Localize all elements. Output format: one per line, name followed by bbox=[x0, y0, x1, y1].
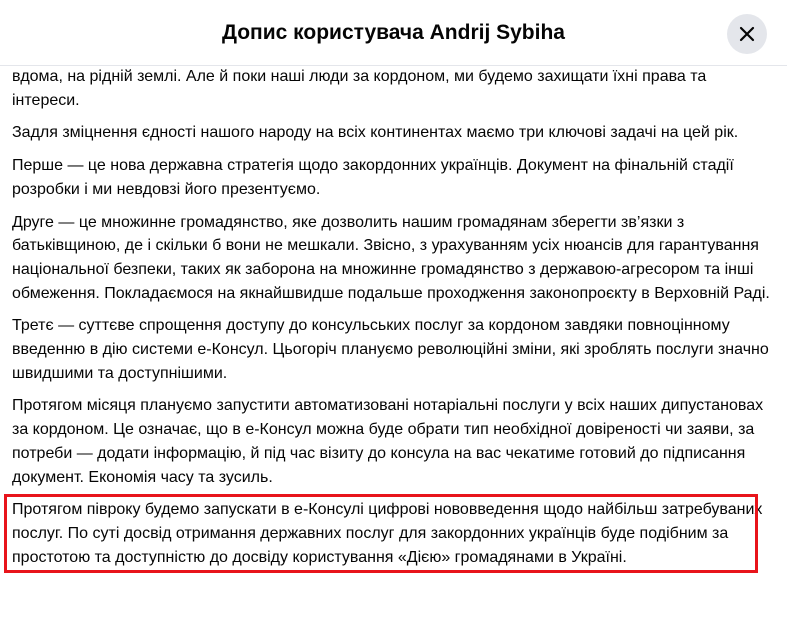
post-paragraph-highlighted: Протягом півроку будемо запускати в е-Консулі цифрові нововведення щодо найбільш затребуваних послуг. По суті досвід отримання державних послуг для закордонних українців буде подібним за простотою та доступністю до досвіду користування «Дією» громадянами в Україні. bbox=[12, 501, 763, 566]
post-paragraph: Протягом місяця плануємо запустити автоматизовані нотаріальні послуги у всіх наших дипустановах за кордоном. Це означає, що в е-Консул можна буде обрати тип необхідної довіреності чи заяви, за потреби — додати інформацію, й під час візиту до консула на вас чекатиме готовий до підписання документ. Економія часу та зусиль. bbox=[12, 397, 764, 486]
post-paragraph: вдома, на рідній землі. Але й поки наші люди за кордоном, ми будемо захищати їхні права та інтереси. bbox=[12, 68, 707, 109]
dialog-title: Допис користувача Andrij Sybiha bbox=[222, 21, 565, 44]
post-paragraph: Перше — це нова державна стратегія щодо закордонних українців. Документ на фінальній стадії розробки і ми невдовзі його презентуємо. bbox=[12, 157, 734, 198]
dialog-header bbox=[0, 0, 787, 66]
close-button[interactable] bbox=[727, 14, 767, 54]
post-text bbox=[12, 58, 772, 578]
post-paragraph: Друге — це множинне громадянство, яке дозволить нашим громадянам зберегти зв’язки з батьківщиною, де і скільки б вони не мешкали. Звісно, з урахуванням усіх нюансів для гарантування національної безпеки, таких як заборона на множинне громадянство з державою-агресором та інші обмеження. Покладаємося на якнайшвидше подальше проходження законопроєкту в Верховній Раді. bbox=[12, 213, 770, 302]
post-paragraph: Третє — суттєве спрощення доступу до консульських послуг за кордоном завдяки повноцінному введенню в дію системи е-Консул. Цьогоріч плануємо революційні зміни, які зроблять послуги значно швидшими та доступнішими. bbox=[12, 317, 769, 382]
post-content[interactable] bbox=[0, 58, 787, 622]
close-icon bbox=[739, 26, 755, 42]
post-paragraph: Задля зміцнення єдності нашого народу на всіх континентах маємо три ключові задачі на цей рік. bbox=[12, 124, 739, 142]
